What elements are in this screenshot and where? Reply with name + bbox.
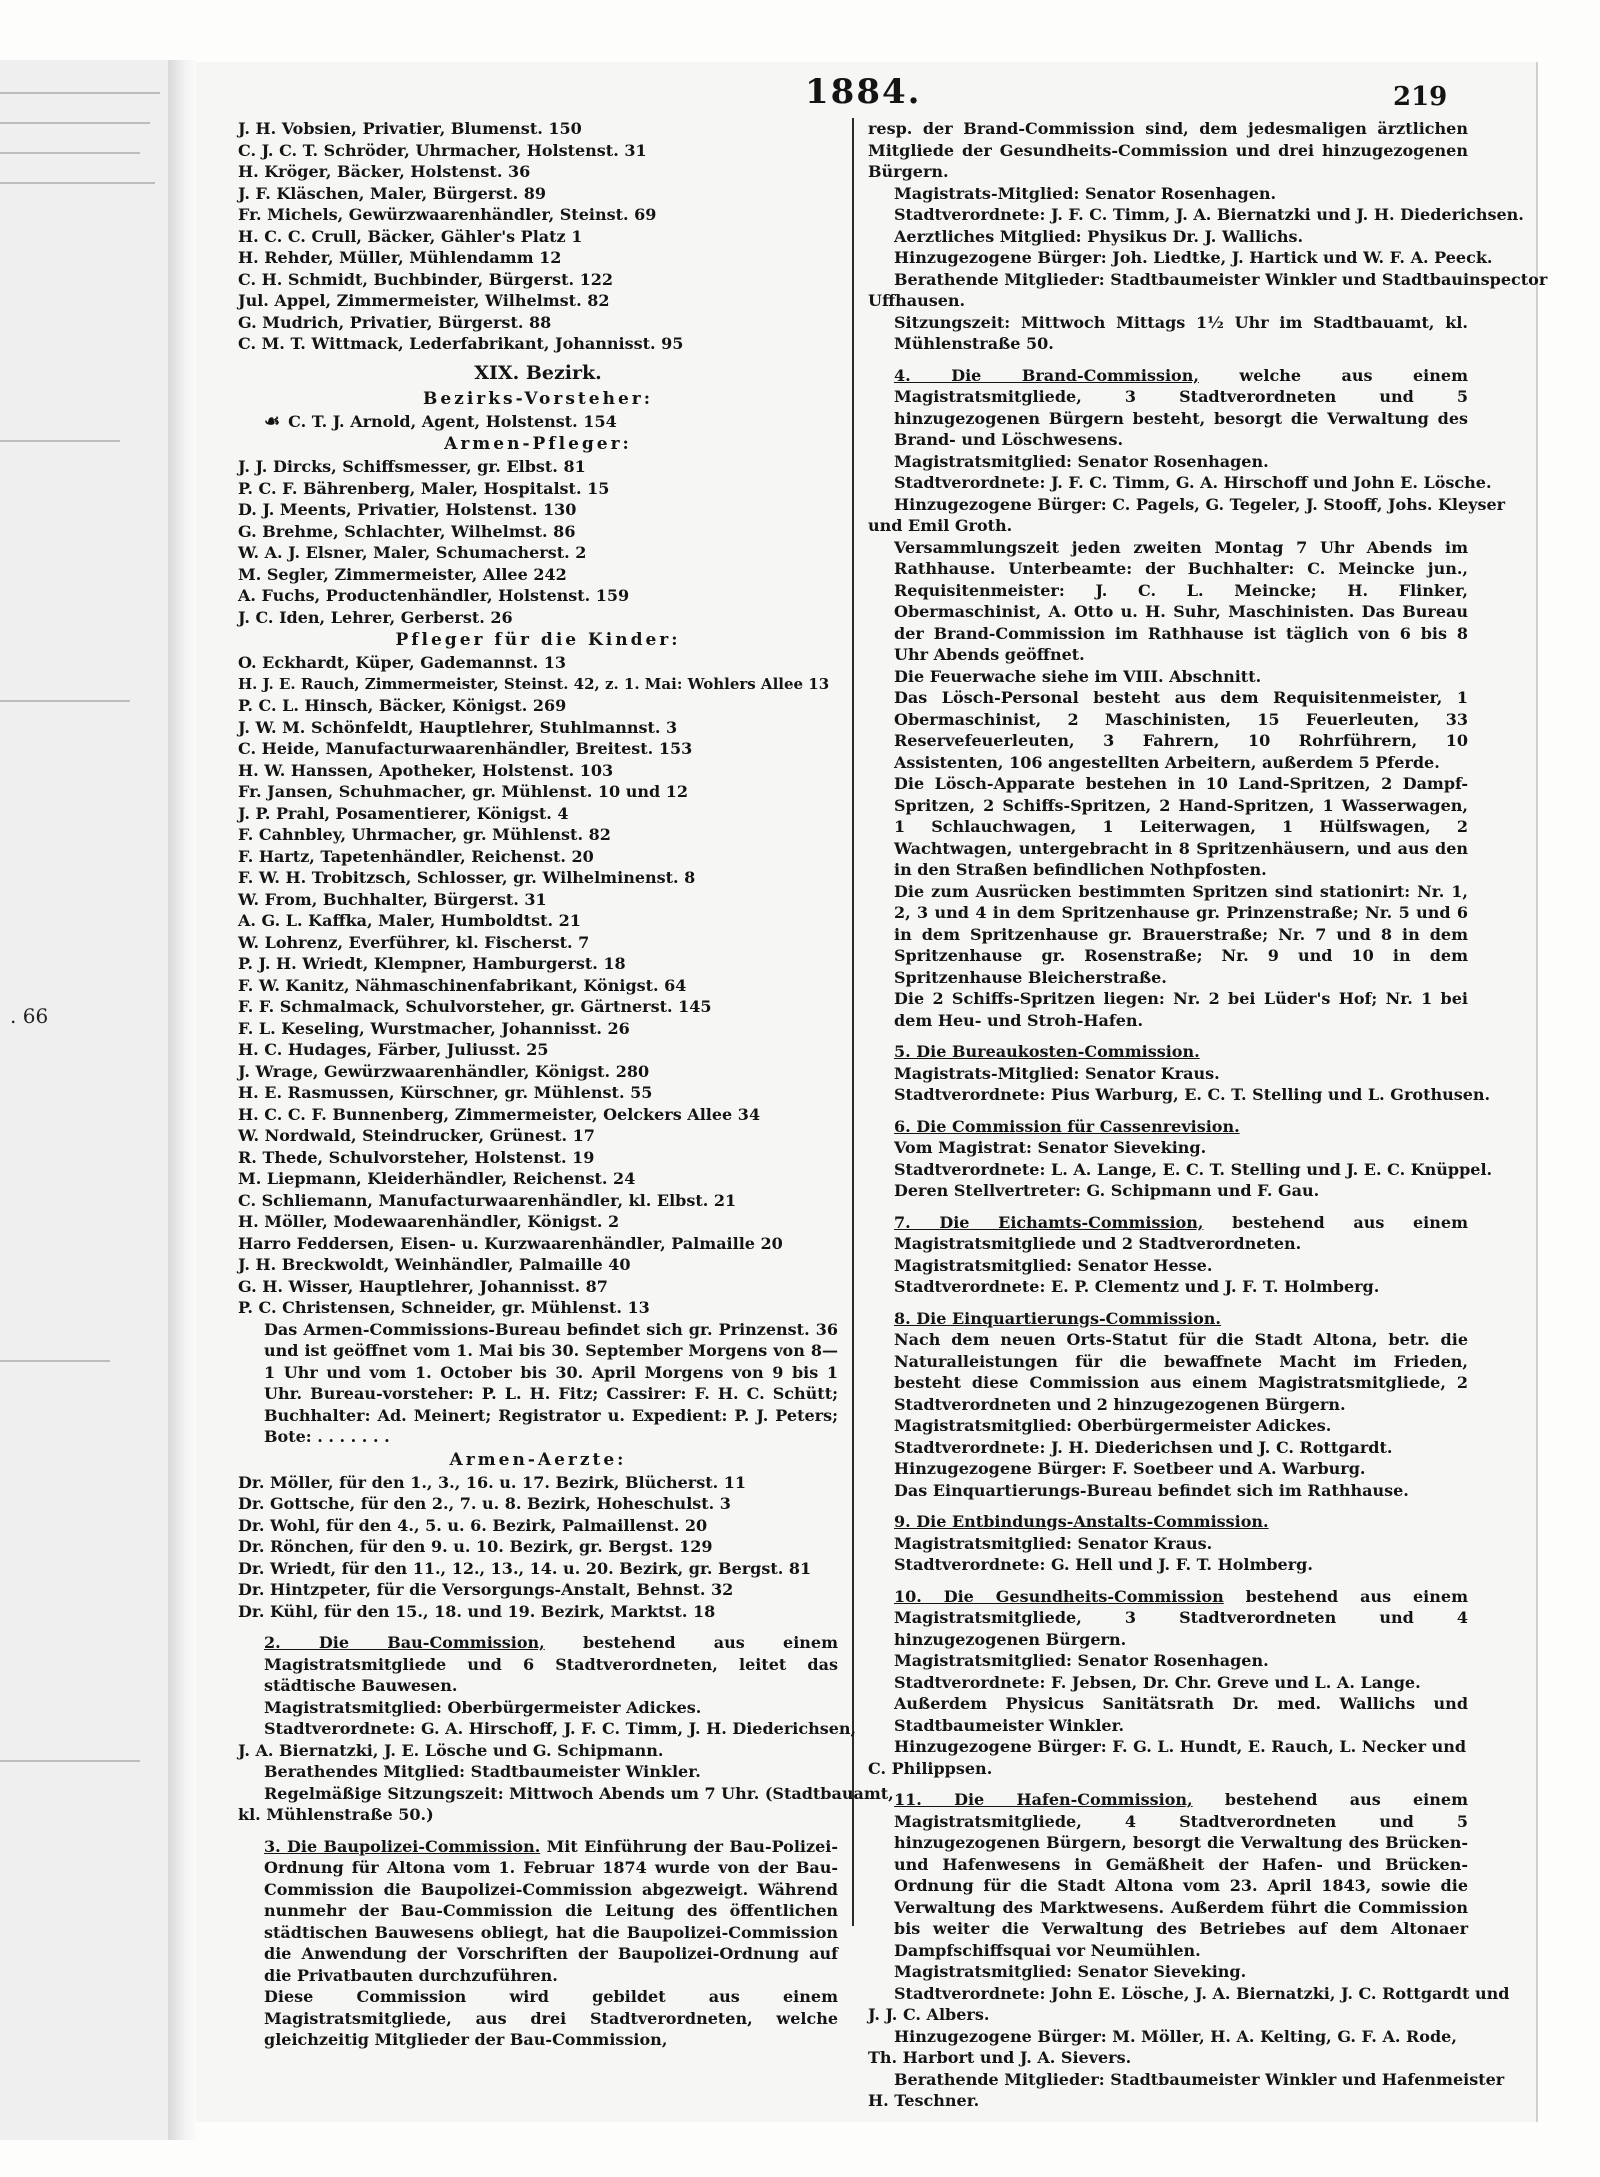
list-item: Berathende Mitglieder: Stadtbaumeister Winkler und Hafenmeister <box>894 2069 1505 2089</box>
vorsteher-title: Bezirks-Vorsteher: <box>423 388 653 409</box>
list-item: Stadtverordnete: J. H. Diederichsen und J. C. Rottgardt. <box>894 1437 1393 1457</box>
left-column <box>238 118 894 2051</box>
fleuron-icon: ☙ <box>264 410 281 432</box>
list-item: D. J. Meents, Privatier, Holstenst. 130 <box>238 500 577 519</box>
list-item: kl. Mühlenstraße 50.) <box>238 1805 434 1824</box>
list-item: C. J. C. T. Schröder, Uhrmacher, Holstenst. 31 <box>238 140 647 160</box>
aerzte-title: Armen-Aerzte: <box>449 1449 627 1470</box>
gesundheit-paragraph <box>868 1586 1468 1651</box>
list-item: C. Heide, Manufacturwaarenhändler, Breitest. 153 <box>238 739 693 758</box>
hafen-paragraph <box>868 1789 1468 1961</box>
list-item: Fr. Jansen, Schuhmacher, gr. Mühlenst. 10 und 12 <box>238 782 688 801</box>
list-item: F. F. Schmalmack, Schulvorsteher, gr. Gärtnerst. 145 <box>238 997 712 1016</box>
feuerwache-note: Die Feuerwache siehe im VIII. Abschnitt. <box>894 666 1262 686</box>
continuation-paragraph: resp. der Brand-Commission sind, dem jedesmaligen ärztlichen Mitgliede der Gesundheits-Commission und drei hinzugezogenen Bürgern. <box>868 119 1468 181</box>
list-item: Magistratsmitglied: Oberbürgermeister Adickes. <box>264 1697 702 1717</box>
list-item: Hinzugezogene Bürger: F. Soetbeer und A. Warburg. <box>894 1459 1366 1478</box>
armenpfleger-title: Armen-Pfleger: <box>444 434 632 454</box>
list-item: A. Fuchs, Productenhändler, Holstenst. 159 <box>238 586 630 605</box>
list-item: Stadtverordnete: G. A. Hirschoff, J. F. C. Timm, J. H. Diederichsen, <box>264 1719 857 1738</box>
list-item: J. J. C. Albers. <box>868 2005 990 2024</box>
list-item: G. H. Wisser, Hauptlehrer, Johannisst. 87 <box>238 1276 608 1296</box>
list-item: C. Philippsen. <box>868 1758 993 1778</box>
list-item: Berathende Mitglieder: Stadtbaumeister Winkler und Stadtbauinspector <box>894 269 1548 289</box>
list-item: Dr. Hintzpeter, für die Versorgungs-Anstalt, Behnst. 32 <box>238 1580 734 1599</box>
spritzen-stationen: Die zum Ausrücken bestimmten Spritzen sind stationirt: Nr. 1, 2, 3 und 4 in dem Spritzenhause gr. Prinzenstraße; Nr. 5 und 6 in dem Spritzenhause gr. Brauerstraße; Nr. 7 und 8 in dem Spritzenhause gr. Rosenstraße; Nr. 9 und 10 in dem Spritzenhause Bleicherstraße. <box>894 881 1468 987</box>
list-item: Das Einquartierungs-Bureau befindet sich im Rathhause. <box>894 1480 1409 1500</box>
list-item: Jul. Appel, Zimmermeister, Wilhelmst. 82 <box>238 291 610 310</box>
baupolizei-paragraph <box>238 1836 838 1987</box>
list-item: Stadtverordnete: J. F. C. Timm, J. A. Biernatzki und J. H. Diederichsen. <box>894 205 1524 224</box>
list-item: J. C. Iden, Lehrer, Gerberst. 26 <box>238 607 513 627</box>
list-item: J. J. Dircks, Schiffsmesser, gr. Elbst. 81 <box>238 457 586 476</box>
list-item: Magistratsmitglied: Senator Rosenhagen. <box>894 451 1269 471</box>
list-item: Dr. Gottsche, für den 2., 7. u. 8. Bezirk, Hoheschulst. 3 <box>238 1494 731 1513</box>
baupolizei-title: 3. Die Baupolizei-Commission. <box>264 1836 541 1856</box>
list-item: J. H. Vobsien, Privatier, Blumenst. 150 <box>238 119 582 138</box>
list-item: Vom Magistrat: Senator Sieveking. <box>894 1138 1207 1157</box>
previous-page-edge <box>0 60 176 2140</box>
list-item: Th. Harbort und J. A. Sievers. <box>868 2048 1132 2067</box>
baupolizei-text: Mit Einführung der Bau-Polizei-Ordnung für Altona vom 1. Februar 1874 wurde von der Bau-Commission die Baupolizei-Commission abgezweigt. Während nunmehr der Bau-Commission die Leitung des öffentlichen städtischen Bauwesens obliegt, hat die Baupolizei-Commission die Anwendung der Vorschriften der Baupolizei-Ordnung auf die Privatbauten durchzuführen. <box>264 1836 838 1985</box>
list-item: J. A. Biernatzki, J. E. Lösche und G. Schipmann. <box>238 1740 664 1760</box>
list-item: Harro Feddersen, Eisen- u. Kurzwaarenhändler, Palmaille 20 <box>238 1233 783 1253</box>
list-item: Magistrats-Mitglied: Senator Kraus. <box>894 1063 1220 1083</box>
list-item: Magistratsmitglied: Senator Kraus. <box>894 1533 1213 1553</box>
page-number: 219 <box>1393 82 1448 112</box>
list-item: H. C. C. Crull, Bäcker, Gähler's Platz 1 <box>238 226 583 246</box>
brand-commission-paragraph <box>868 365 1468 451</box>
list-item: C. M. T. Wittmack, Lederfabrikant, Johannisst. 95 <box>238 334 684 353</box>
list-item: Stadtverordnete: John E. Lösche, J. A. Biernatzki, J. C. Rottgardt und <box>894 1983 1510 2003</box>
list-item: Dr. Rönchen, für den 9. u. 10. Bezirk, gr. Bergst. 129 <box>238 1537 713 1556</box>
list-item: Dr. Wohl, für den 4., 5. u. 6. Bezirk, Palmaillenst. 20 <box>238 1515 708 1535</box>
list-item: J. Wrage, Gewürzwaarenhändler, Königst. 280 <box>238 1061 650 1081</box>
list-item: W. Nordwald, Steindrucker, Grünest. 17 <box>238 1126 595 1145</box>
list-item: und Emil Groth. <box>868 516 1013 535</box>
list-item: P. C. Christensen, Schneider, gr. Mühlenst. 13 <box>238 1298 650 1317</box>
list-item: R. Thede, Schulvorsteher, Holstenst. 19 <box>238 1147 595 1167</box>
list-item: O. Eckhardt, Küper, Gademannst. 13 <box>238 653 567 672</box>
list-item: M. Liepmann, Kleiderhändler, Reichenst. 24 <box>238 1169 636 1188</box>
sitzungszeit: Sitzungszeit: Mittwoch Mittags 1½ Uhr im Stadtbauamt, kl. Mühlenstraße 50. <box>894 312 1468 353</box>
list-item: Dr. Kühl, für den 15., 18. und 19. Bezirk, Marktst. 18 <box>238 1601 716 1621</box>
list-item: Stadtverordnete: F. Jebsen, Dr. Chr. Greve und L. A. Lange. <box>894 1672 1421 1692</box>
list-item: W. A. J. Elsner, Maler, Schumacherst. 2 <box>238 543 587 562</box>
eichamt-text: bestehend aus einem Magistratsmitgliede und 2 Stadtverordneten. <box>894 1212 1469 1253</box>
kinder-title: Pfleger für die Kinder: <box>395 630 681 650</box>
list-item: W. Lohrenz, Everführer, kl. Fischerst. 7 <box>238 932 590 952</box>
list-item: Regelmäßige Sitzungszeit: Mittwoch Abends um 7 Uhr. (Stadtbauamt, <box>264 1783 894 1803</box>
list-item: Stadtverordnete: G. Hell und J. F. T. Holmberg. <box>894 1555 1313 1574</box>
gesundheit-text: bestehend aus einem Magistratsmitgliede, 3 Stadtverordneten und 4 hinzugezogenen Bürgern. <box>894 1586 1468 1649</box>
column-divider <box>852 118 854 1926</box>
list-item: Hinzugezogene Bürger: F. G. L. Hundt, E. Rauch, L. Necker und <box>894 1737 1467 1756</box>
header-year: 1884. <box>805 72 922 112</box>
district-title: XIX. Bezirk. <box>474 361 602 384</box>
baupolizei-paragraph-2: Diese Commission wird gebildet aus einem Magistratsmitgliede, aus drei Stadtverordneten, welche gleichzeitig Mitglieder der Bau-Commission, <box>264 1987 838 2049</box>
list-item: Uffhausen. <box>868 291 966 310</box>
bau-commission-text: bestehend aus einem Magistratsmitgliede und 6 Stadtverordneten, leitet das städtische Bauwesen. <box>264 1633 839 1695</box>
list-item: Stadtverordnete: Pius Warburg, E. C. T. Stelling und L. Grothusen. <box>894 1085 1491 1104</box>
list-item: Berathendes Mitglied: Stadtbaumeister Winkler. <box>264 1762 701 1781</box>
list-item: F. L. Keseling, Wurstmacher, Johannisst. 26 <box>238 1018 630 1038</box>
eichamt-title: 7. Die Eichamts-Commission, <box>894 1212 1204 1232</box>
list-item: Magistrats-Mitglied: Senator Rosenhagen. <box>894 183 1277 203</box>
list-item: F. Hartz, Tapetenhändler, Reichenst. 20 <box>238 846 594 866</box>
einquartierung-paragraph: Nach dem neuen Orts-Statut für die Stadt Altona, betr. die Naturalleistungen für die bewaffnete Macht im Frieden, besteht diese Commission aus einem Magistratsmitgliede, 2 Stadtverordneten und 2 hinzugezogenen Bürgern. <box>894 1330 1468 1414</box>
kinder-list <box>238 652 838 1319</box>
list-item: P. C. F. Bährenberg, Maler, Hospitalst. 15 <box>238 478 610 498</box>
gesundheit-physicus: Außerdem Physicus Sanitätsrath Dr. med. Wallichs und Stadtbaumeister Winkler. <box>894 1694 1468 1735</box>
bau-commission-title: 2. Die Bau-Commission, <box>264 1633 545 1652</box>
list-item: H. C. C. F. Bunnenberg, Zimmermeister, Oelckers Allee 34 <box>238 1104 761 1124</box>
list-item: Hinzugezogene Bürger: Joh. Liedtke, J. Hartick und W. F. A. Peeck. <box>894 248 1493 267</box>
list-item: G. Mudrich, Privatier, Bürgerst. 88 <box>238 312 552 332</box>
list-item: Hinzugezogene Bürger: M. Möller, H. A. Kelting, G. F. A. Rode, <box>894 2026 1457 2046</box>
hafen-title: 11. Die Hafen-Commission, <box>894 1790 1193 1809</box>
list-item: P. J. H. Wriedt, Klempner, Hamburgerst. 18 <box>238 954 626 973</box>
vorsteher-name: C. T. J. Arnold, Agent, Holstenst. 154 <box>288 411 617 431</box>
vorsteher-line <box>238 411 838 433</box>
list-item: H. W. Hanssen, Apotheker, Holstenst. 103 <box>238 760 614 780</box>
list-item: J. P. Prahl, Posamentierer, Königst. 4 <box>238 803 569 823</box>
bureaukosten-title: 5. Die Bureaukosten-Commission. <box>894 1042 1200 1061</box>
previous-page-number: . 66 <box>10 1004 49 1028</box>
list-item: Hinzugezogene Bürger: C. Pagels, G. Tegeler, J. Stooff, Johs. Kleyser <box>894 494 1506 514</box>
list-item: H. Teschner. <box>868 2091 980 2110</box>
list-item: Dr. Wriedt, für den 11., 12., 13., 14. u. 20. Bezirk, gr. Bergst. 81 <box>238 1558 812 1578</box>
list-item: C. H. Schmidt, Buchbinder, Bürgerst. 122 <box>238 269 614 289</box>
list-item: H. Kröger, Bäcker, Holstenst. 36 <box>238 162 531 181</box>
einquartierung-title: 8. Die Einquartierungs-Commission. <box>894 1308 1221 1328</box>
list-item: Stadtverordnete: L. A. Lange, E. C. T. Stelling und J. E. C. Knüppel. <box>894 1159 1493 1179</box>
list-item: Aerztliches Mitglied: Physikus Dr. J. Wallichs. <box>894 226 1304 246</box>
eichamt-paragraph <box>868 1212 1468 1255</box>
list-item: F. W. Kanitz, Nähmaschinenfabrikant, Königst. 64 <box>238 975 687 995</box>
list-district-18 <box>238 118 838 355</box>
list-item: F. Cahnbley, Uhrmacher, gr. Mühlenst. 82 <box>238 825 611 844</box>
list-item: Stadtverordnete: J. F. C. Timm, G. A. Hirschoff und John E. Lösche. <box>894 473 1492 492</box>
list-item: H. J. E. Rauch, Zimmermeister, Steinst. 42, z. 1. Mai: Wohlers Allee 13 <box>238 674 830 693</box>
list-item: H. E. Rasmussen, Kürschner, gr. Mühlenst. 55 <box>238 1083 653 1102</box>
armenpfleger-list <box>238 456 838 628</box>
right-column <box>868 118 1548 2112</box>
brand-versammlung: Versammlungszeit jeden zweiten Montag 7 Uhr Abends im Rathhause. Unterbeamte: der Buchhalter: C. Meincke jun., Requisitenmeister: J. C. L. Meincke; H. Flinker, Obermaschinist, A. Otto u. H. Suhr, Maschinisten. Das Bureau der Brand-Commission im Rathhause ist täglich von 6 bis 8 Uhr Abends geöffnet. <box>894 537 1468 664</box>
loesch-apparate: Die Lösch-Apparate bestehen in 10 Land-Spritzen, 2 Dampf-Spritzen, 2 Schiffs-Spritzen, 2 Hand-Spritzen, 1 Wasserwagen, 1 Schlauchwagen, 1 Leiterwagen, 1 Hülfswagen, 2 Wachtwagen, untergebracht in 8 Spritzenhäusern, und aus den in den Straßen befindlichen Nothpfosten. <box>894 774 1468 879</box>
gesundheit-title: 10. Die Gesundheits-Commission <box>894 1586 1224 1606</box>
bureau-paragraph: Das Armen-Commissions-Bureau befindet sich gr. Prinzenst. 36 und ist geöffnet vom 1. Mai bis 30. September Morgens von 8—1 Uhr und vom 1. October bis 30. April Morgens von 9 bis 1 Uhr. Bureau-vorsteher: P. L. H. Fitz; Cassirer: F. H. C. Schütt; Buchhalter: Ad. Meinert; Registrator u. Expedient: P. J. Peters; Bote: . . . . . . . <box>264 1319 838 1446</box>
list-item: C. Schliemann, Manufacturwaarenhändler, kl. Elbst. 21 <box>238 1190 737 1210</box>
brand-commission-title: 4. Die Brand-Commission, <box>894 365 1199 385</box>
list-item: W. From, Buchhalter, Bürgerst. 31 <box>238 889 547 909</box>
hafen-text: bestehend aus einem Magistratsmitgliede, 4 Stadtverordneten und 5 hinzugezogenen Bürgern, besorgt die Verwaltung des Brücken- und Hafenwesens in Gemäßheit der Hafen- und Brücken-Ordnung für die Stadt Altona vom 23. April 1843, sowie die Verwaltung des Marktwesens. Außerdem führt die Commission bis weiter die Verwaltung des Betriebes auf dem Altonaer Dampfschiffsquai vor Neumühlen. <box>894 1790 1468 1960</box>
aerzte-list <box>238 1472 838 1623</box>
list-item: Magistratsmitglied: Senator Hesse. <box>894 1255 1213 1275</box>
list-item: H. Rehder, Müller, Mühlendamm 12 <box>238 248 562 267</box>
schiffs-spritzen: Die 2 Schiffs-Spritzen liegen: Nr. 2 bei Lüder's Hof; Nr. 1 bei dem Heu- und Stroh-Hafen. <box>894 989 1468 1030</box>
list-item: J. W. M. Schönfeldt, Hauptlehrer, Stuhlmannst. 3 <box>238 717 678 737</box>
cassenrevision-title: 6. Die Commission für Cassenrevision. <box>894 1116 1240 1136</box>
entbindung-title: 9. Die Entbindungs-Anstalts-Commission. <box>894 1512 1269 1531</box>
list-item: P. C. L. Hinsch, Bäcker, Königst. 269 <box>238 696 567 715</box>
list-item: Magistratsmitglied: Senator Rosenhagen. <box>894 1651 1269 1670</box>
list-item: Magistratsmitglied: Senator Sieveking. <box>894 1962 1247 1981</box>
brand-commission-text: welche aus einem Magistratsmitgliede, 3 Stadtverordneten und 5 hinzugezogenen Bürgern besteht, besorgt die Verwaltung des Brand- und Löschwesens. <box>894 365 1468 449</box>
list-item: F. W. H. Trobitzsch, Schlosser, gr. Wilhelminenst. 8 <box>238 868 696 887</box>
list-item: J. H. Breckwoldt, Weinhändler, Palmaille 40 <box>238 1255 631 1274</box>
list-item: H. C. Hudages, Färber, Juliusst. 25 <box>238 1040 549 1059</box>
list-item: Fr. Michels, Gewürzwaarenhändler, Steinst. 69 <box>238 205 657 224</box>
list-item: Magistratsmitglied: Oberbürgermeister Adickes. <box>894 1416 1332 1435</box>
list-item: A. G. L. Kaffka, Maler, Humboldtst. 21 <box>238 911 581 930</box>
list-item: Stadtverordnete: E. P. Clementz und J. F. T. Holmberg. <box>894 1277 1380 1296</box>
list-item: Deren Stellvertreter: G. Schipmann und F. Gau. <box>894 1181 1320 1200</box>
list-item: G. Brehme, Schlachter, Wilhelmst. 86 <box>238 521 576 541</box>
loesch-personal: Das Lösch-Personal besteht aus dem Requisitenmeister, 1 Obermaschinist, 2 Maschinisten, 15 Feuerleuten, 33 Reservefeuerleuten, 3 Fahrern, 10 Rohrführern, 10 Assistenten, 106 angestellten Arbeitern, außerdem 5 Pferde. <box>894 688 1468 772</box>
list-item: Dr. Möller, für den 1., 3., 16. u. 17. Bezirk, Blücherst. 11 <box>238 1472 747 1492</box>
list-item: M. Segler, Zimmermeister, Allee 242 <box>238 564 567 584</box>
list-item: H. Möller, Modewaarenhändler, Königst. 2 <box>238 1212 620 1231</box>
list-item: J. F. Kläschen, Maler, Bürgerst. 89 <box>238 183 546 203</box>
gutter-shadow <box>168 60 196 2140</box>
bau-commission-paragraph <box>238 1632 838 1697</box>
